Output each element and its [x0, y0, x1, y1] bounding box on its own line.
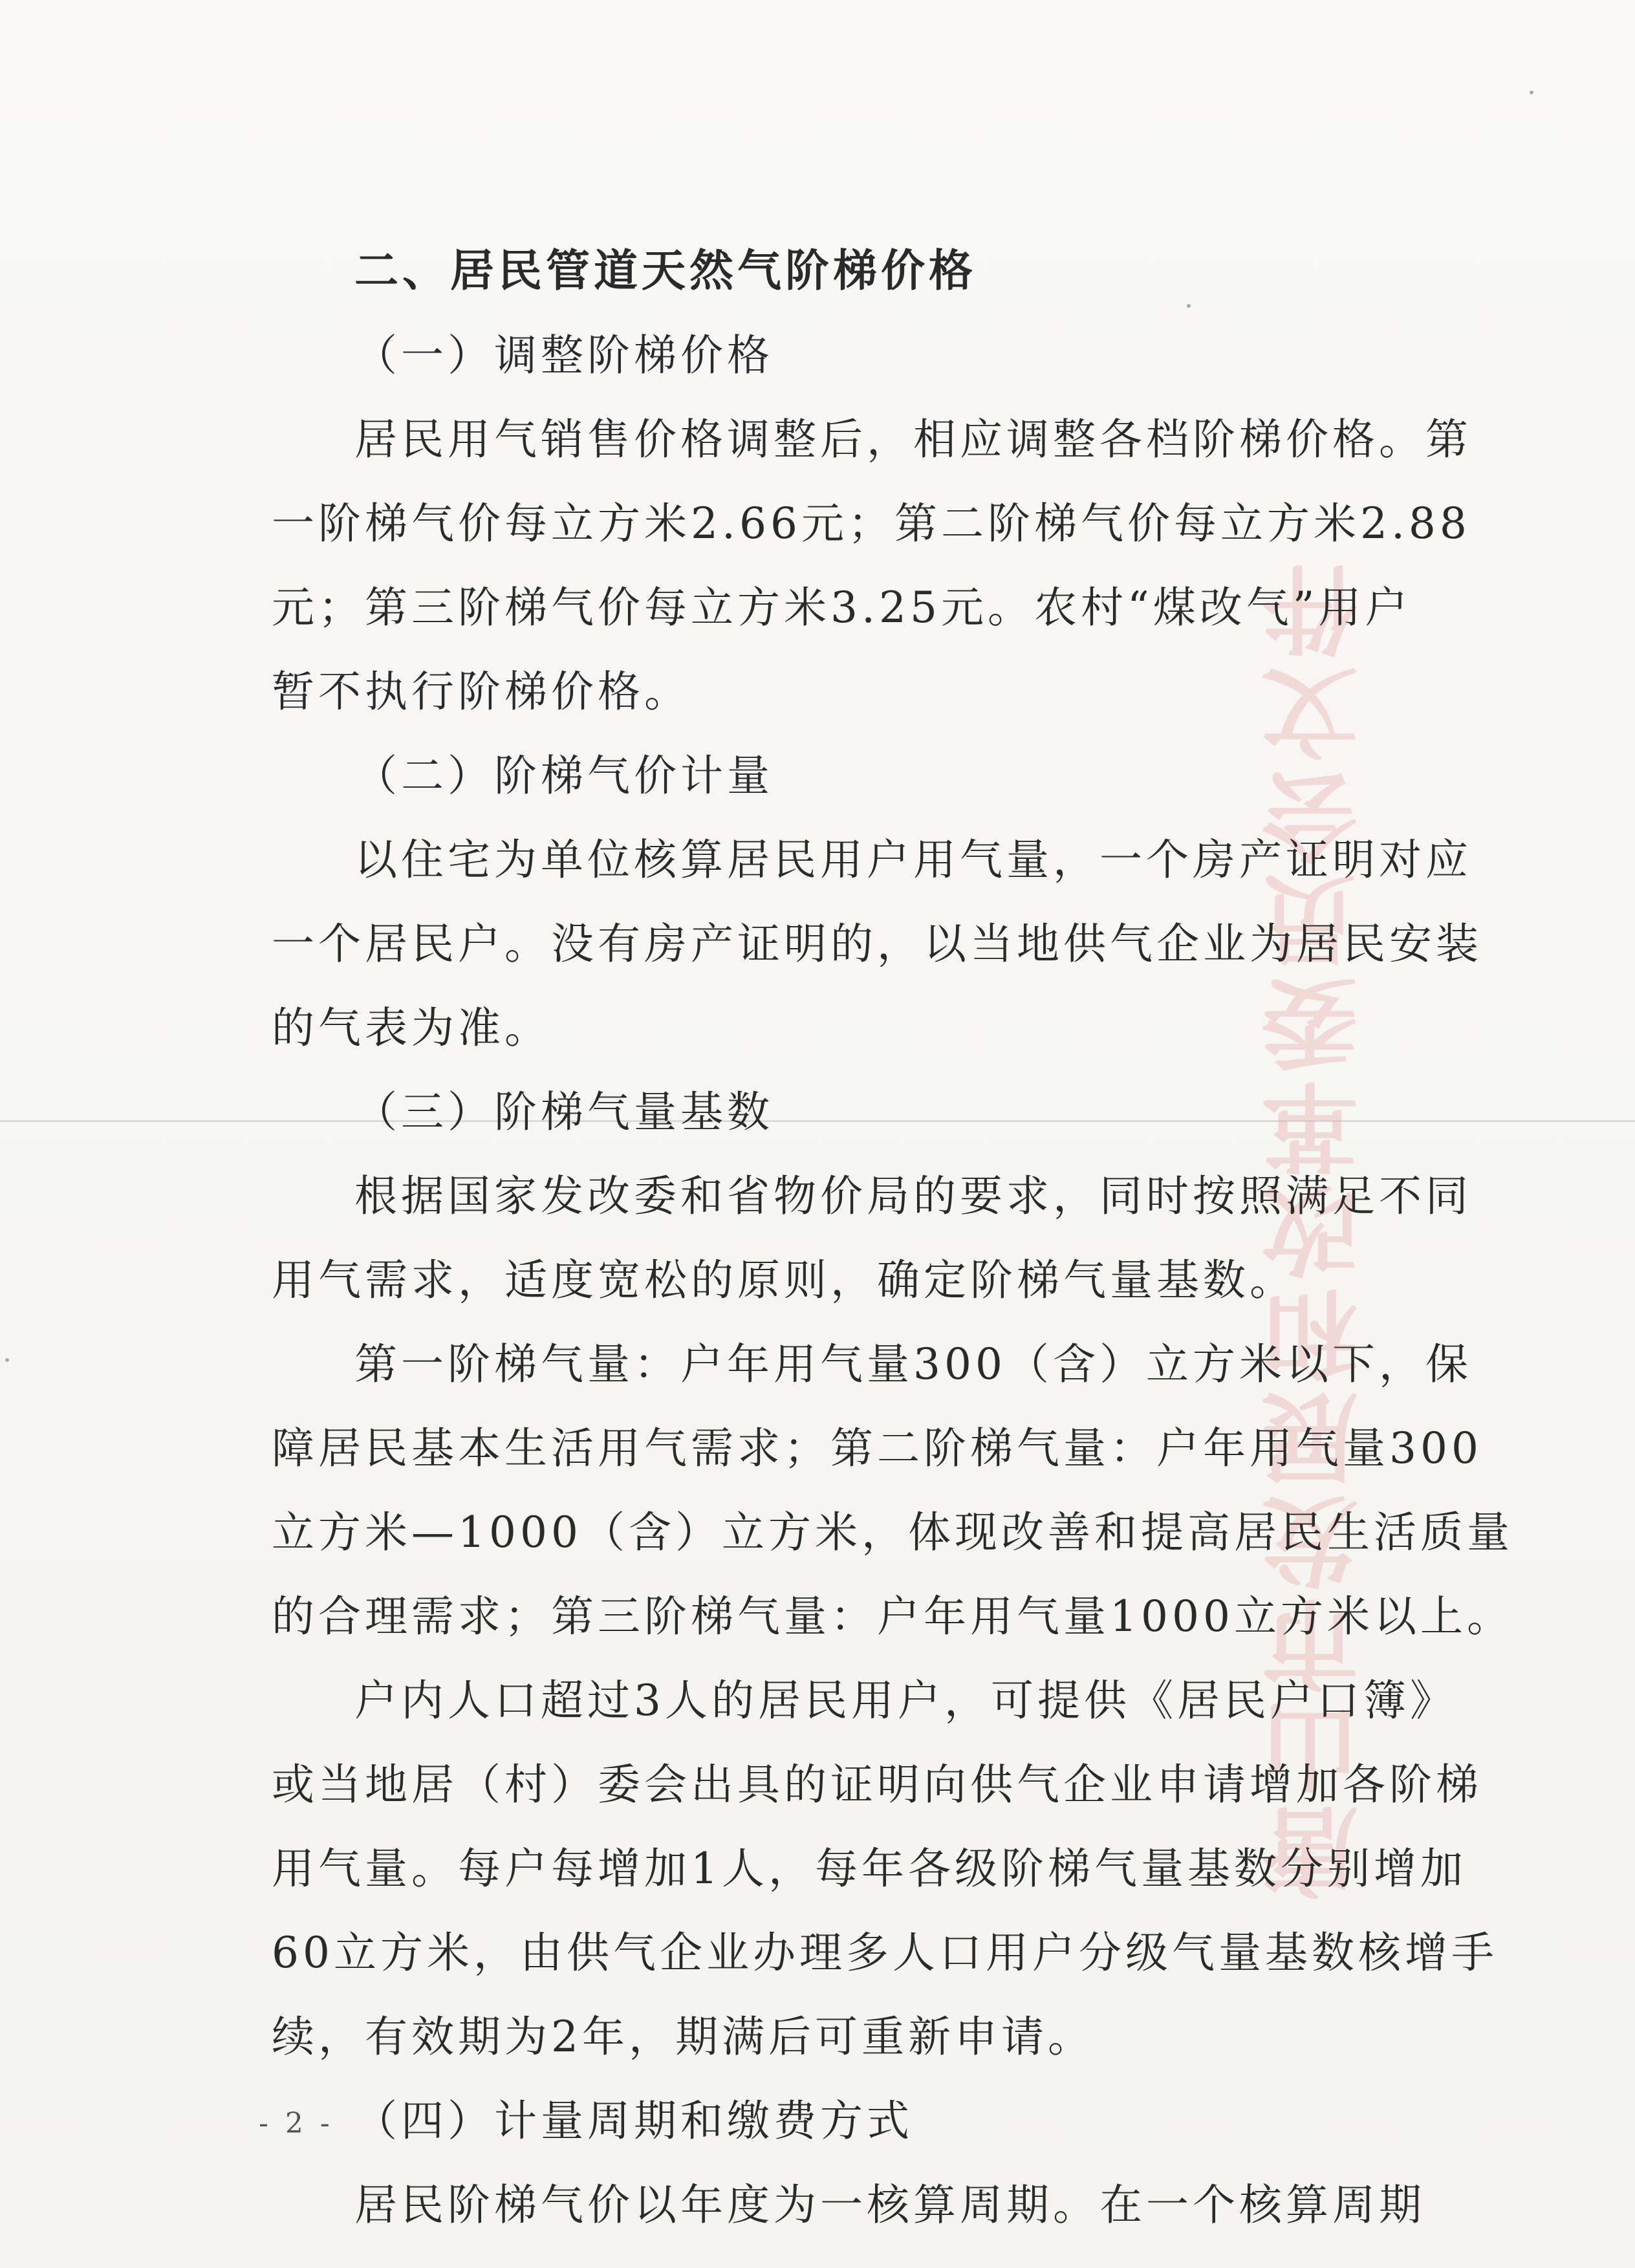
paragraph-line: 的合理需求；第三阶梯气量：户年用气量1000立方米以上。	[272, 1592, 1513, 1641]
paragraph-line: 暂不执行阶梯价格。	[272, 667, 691, 717]
paragraph-line: 以住宅为单位核算居民用户用气量，一个房产证明对应	[354, 835, 1472, 885]
page-number: - 2 -	[259, 2107, 334, 2140]
subsection-title-4: （四）计量周期和缴费方式	[354, 2096, 913, 2146]
paragraph-line: 立方米—1000（含）立方米，体现改善和提高居民生活质量	[272, 1507, 1513, 1557]
paragraph-line: 的气表为准。	[272, 1003, 551, 1053]
paragraph-line: 第一阶梯气量：户年用气量300（含）立方米以下，保	[354, 1339, 1472, 1389]
paragraph-line: 60立方米，由供气企业办理多人口用户分级气量基数核增手	[272, 1928, 1498, 1978]
subsection-title-1: （一）调整阶梯价格	[354, 330, 774, 380]
paragraph-line: 用气量。每户每增加1人，每年各级阶梯气量基数分别增加	[272, 1844, 1467, 1894]
paragraph-line: 一个居民户。没有房产证明的，以当地供气企业为居民安装	[272, 919, 1482, 969]
paragraph-line: 一阶梯气价每立方米2.66元；第二阶梯气价每立方米2.88	[272, 499, 1471, 548]
paragraph-line: 续，有效期为2年，期满后可重新申请。	[272, 2012, 1094, 2062]
paragraph-line: 元；第三阶梯气价每立方米3.25元。农村“煤改气”用户	[272, 583, 1412, 632]
paragraph-line: 户内人口超过3人的居民用户，可提供《居民户口簿》	[354, 1676, 1456, 1725]
scan-speck	[5, 1358, 9, 1362]
subsection-title-3: （三）阶梯气量基数	[354, 1087, 774, 1137]
paragraph-line: 居民用气销售价格调整后，相应调整各档阶梯价格。第	[354, 415, 1472, 464]
paragraph-line: 居民阶梯气价以年度为一核算周期。在一个核算周期	[354, 2180, 1425, 2230]
paragraph-line: 障居民基本生活用气需求；第二阶梯气量：户年用气量300	[272, 1423, 1482, 1473]
section-heading: 二、居民管道天然气阶梯价格	[354, 246, 977, 297]
red-letterhead-showthrough: 唐山市发展和改革委员会文件	[1261, 556, 1375, 1901]
scan-speck	[1187, 304, 1191, 308]
subsection-title-2: （二）阶梯气价计量	[354, 751, 774, 801]
paragraph-line: 用气需求，适度宽松的原则，确定阶梯气量基数。	[272, 1255, 1296, 1305]
paragraph-line: 或当地居（村）委会出具的证明向供气企业申请增加各阶梯	[272, 1760, 1482, 1809]
document-body	[272, 230, 1513, 2247]
scan-speck	[1530, 91, 1533, 94]
paragraph-line: 根据国家发改委和省物价局的要求，同时按照满足不同	[354, 1171, 1472, 1221]
